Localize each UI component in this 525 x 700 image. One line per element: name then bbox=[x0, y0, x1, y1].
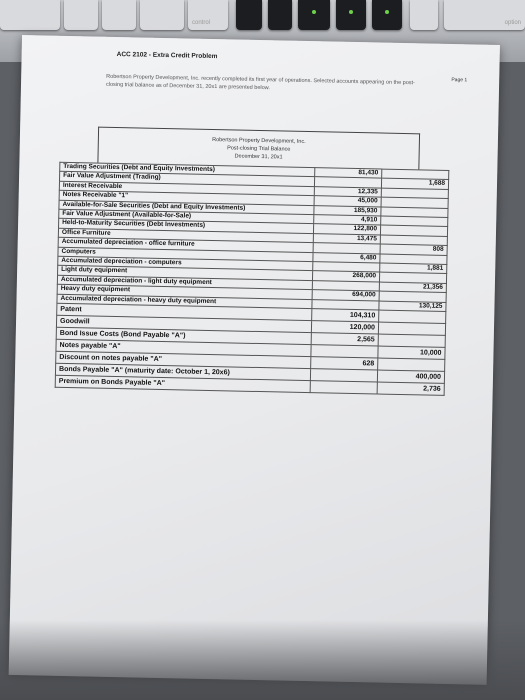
debit-cell: 120,000 bbox=[311, 321, 378, 334]
keyboard-key bbox=[102, 0, 136, 30]
account-cell: Notes payable "A" bbox=[56, 339, 311, 356]
credit-cell: 2,736 bbox=[377, 382, 444, 395]
course-title: ACC 2102 - Extra Credit Problem bbox=[116, 50, 218, 61]
trial-balance-body bbox=[55, 162, 449, 395]
debit-cell: 694,000 bbox=[312, 290, 379, 301]
report-company: Robertson Property Development, Inc. bbox=[212, 136, 306, 145]
account-cell: Interest Receivable bbox=[59, 181, 314, 196]
report-name: Post-closing Trial Balance bbox=[227, 145, 291, 153]
credit-cell: 130,125 bbox=[379, 301, 446, 312]
account-cell: Light duty equipment bbox=[58, 266, 313, 281]
debit-cell bbox=[310, 381, 377, 394]
account-cell: Office Furniture bbox=[58, 228, 313, 243]
option-key-label: option bbox=[504, 20, 521, 26]
account-cell: Trading Securities (Debt and Equity Investments) bbox=[60, 162, 315, 177]
paper-sheet bbox=[9, 35, 500, 685]
debit-cell: 81,430 bbox=[315, 168, 382, 179]
debit-cell: 2,565 bbox=[311, 333, 378, 346]
account-cell: Accumulated depreciation - heavy duty equipment bbox=[57, 294, 312, 309]
debit-cell: 4,910 bbox=[314, 215, 381, 226]
account-cell: Patent bbox=[57, 303, 312, 320]
keyboard-key bbox=[140, 0, 184, 30]
debit-cell: 104,310 bbox=[312, 309, 379, 322]
account-cell: Discount on notes payable "A" bbox=[56, 351, 311, 368]
keyboard-key bbox=[372, 0, 402, 30]
keyboard-indicator-icon bbox=[312, 10, 316, 14]
account-cell: Goodwill bbox=[56, 315, 311, 332]
account-cell: Accumulated depreciation - light duty equipment bbox=[57, 275, 312, 290]
account-cell: Fair Value Adjustment (Available-for-Sale) bbox=[59, 209, 314, 224]
keyboard-indicator-icon bbox=[349, 10, 353, 14]
keyboard-key bbox=[410, 0, 438, 30]
account-cell: Fair Value Adjustment (Trading) bbox=[60, 172, 315, 187]
keyboard-key bbox=[336, 0, 366, 30]
desk-surface bbox=[0, 620, 525, 700]
account-cell: Notes Receivable "1" bbox=[59, 191, 314, 206]
keyboard-key bbox=[268, 0, 292, 30]
keyboard-key bbox=[298, 0, 330, 30]
keyboard-indicator-icon bbox=[385, 10, 389, 14]
credit-cell: 400,000 bbox=[377, 370, 444, 383]
debit-cell: 45,000 bbox=[314, 196, 381, 207]
account-cell: Held-to-Maturity Securities (Debt Investments) bbox=[59, 219, 314, 234]
debit-cell: 6,480 bbox=[313, 252, 380, 263]
account-cell: Accumulated depreciation - office furniture bbox=[58, 238, 313, 253]
credit-cell: 21,356 bbox=[379, 282, 446, 293]
account-cell: Heavy duty equipment bbox=[57, 285, 312, 300]
account-cell: Accumulated depreciation - computers bbox=[58, 256, 313, 271]
option-key bbox=[444, 0, 525, 30]
account-cell: Available-for-Sale Securities (Debt and Equity Investments) bbox=[59, 200, 314, 215]
debit-cell: 122,800 bbox=[313, 224, 380, 235]
debit-cell: 12,335 bbox=[314, 186, 381, 197]
credit-cell: 1,881 bbox=[380, 263, 447, 274]
intro-paragraph: Robertson Property Development, Inc. recently completed its first year of operations. Selected accounts appearing on the post-closing trial balance as of December 31, 20x1 are presented below. bbox=[105, 73, 415, 92]
keyboard-key bbox=[236, 0, 262, 30]
debit-cell: 628 bbox=[311, 357, 378, 370]
debit-cell: 185,930 bbox=[314, 205, 381, 216]
control-key bbox=[188, 0, 228, 30]
credit-cell: 10,000 bbox=[378, 346, 445, 359]
debit-cell: 13,475 bbox=[313, 233, 380, 244]
keyboard-key bbox=[64, 0, 98, 30]
trial-balance-table bbox=[55, 162, 450, 396]
account-cell: Bonds Payable "A" (maturity date: October 1, 20x6) bbox=[55, 363, 310, 380]
keyboard-key bbox=[0, 0, 60, 30]
account-cell: Computers bbox=[58, 247, 313, 262]
credit-cell: 808 bbox=[380, 244, 447, 255]
page-number: Page 1 bbox=[451, 76, 468, 84]
report-date: December 31, 20x1 bbox=[234, 153, 283, 161]
credit-cell: 1,688 bbox=[381, 178, 448, 189]
debit-cell: 268,000 bbox=[312, 271, 379, 282]
control-key-label: control bbox=[192, 20, 211, 26]
account-cell: Premium on Bonds Payable "A" bbox=[55, 375, 310, 392]
account-cell: Bond Issue Costs (Bond Payable "A") bbox=[56, 327, 311, 344]
